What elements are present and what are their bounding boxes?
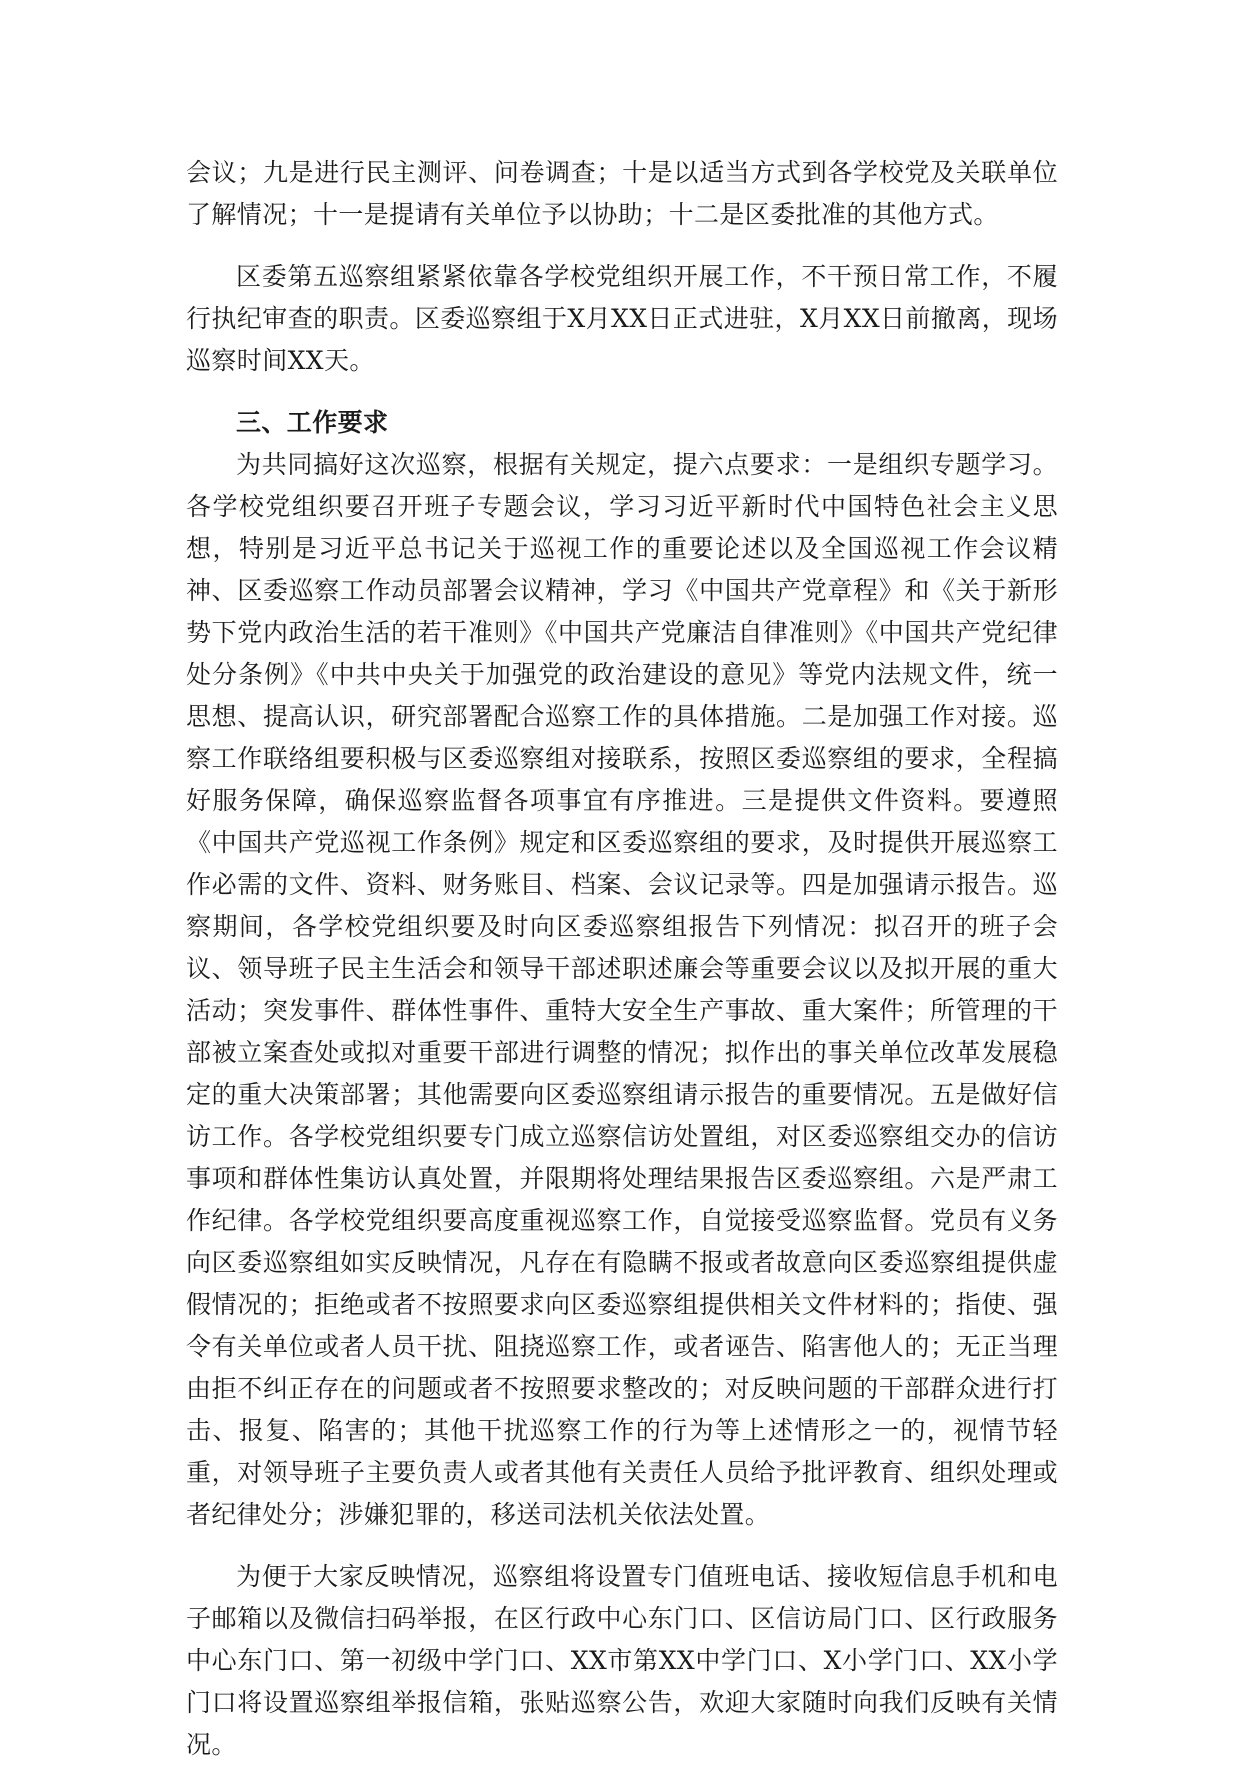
document-body: [186, 152, 1058, 1766]
paragraph-inspection-schedule: 区委第五巡察组紧紧依靠各学校党组织开展工作，不干预日常工作，不履行执纪审查的职责。区委巡察组于X月XX日正式进驻，X月XX日前撤离，现场巡察时间XX天。: [186, 262, 1058, 375]
paragraph-continuation: 会议；九是进行民主测评、问卷调查；十是以适当方式到各学校党及关联单位了解情况；十一是提请有关单位予以协助；十二是区委批准的其他方式。: [186, 158, 1058, 229]
paragraph-reporting-channels: 为便于大家反映情况，巡察组将设置专门值班电话、接收短信息手机和电子邮箱以及微信扫码举报，在区行政中心东门口、区信访局门口、区行政服务中心东门口、第一初级中学门口、XX市第XX中学门口、X小学门口、XX小学门口将设置巡察组举报信箱，张贴巡察公告，欢迎大家随时向我们反映有关情况。: [186, 1562, 1058, 1759]
section-heading-work-requirements: 三、工作要求: [236, 408, 389, 437]
paragraph-six-requirements: 为共同搞好这次巡察，根据有关规定，提六点要求：一是组织专题学习。各学校党组织要召开班子专题会议，学习习近平新时代中国特色社会主义思想，特别是习近平总书记关于巡视工作的重要论述以及全国巡视工作会议精神、区委巡察工作动员部署会议精神，学习《中国共产党章程》和《关于新形势下党内政治生活的若干准则》《中国共产党廉洁自律准则》《中国共产党纪律处分条例》《中共中央关于加强党的政治建设的意见》等党内法规文件，统一思想、提高认识，研究部署配合巡察工作的具体措施。二是加强工作对接。巡察工作联络组要积极与区委巡察组对接联系，按照区委巡察组的要求，全程搞好服务保障，确保巡察监督各项事宜有序推进。三是提供文件资料。要遵照《中国共产党巡视工作条例》规定和区委巡察组的要求，及时提供开展巡察工作必需的文件、资料、财务账目、档案、会议记录等。四是加强请示报告。巡察期间，各学校党组织要及时向区委巡察组报告下列情况：拟召开的班子会议、领导班子民主生活会和领导干部述职述廉会等重要会议以及拟开展的重大活动；突发事件、群体性事件、重特大安全生产事故、重大案件；所管理的干部被立案查处或拟对重要干部进行调整的情况；拟作出的事关单位改革发展稳定的重大决策部署；其他需要向区委巡察组请示报告的重要情况。五是做好信访工作。各学校党组织要专门成立巡察信访处置组，对区委巡察组交办的信访事项和群体性集访认真处置，并限期将处理结果报告区委巡察组。六是严肃工作纪律。各学校党组织要高度重视巡察工作，自觉接受巡察监督。党员有义务向区委巡察组如实反映情况，凡存在有隐瞒不报或者故意向区委巡察组提供虚假情况的；拒绝或者不按照要求向区委巡察组提供相关文件材料的；指使、强令有关单位或者人员干扰、阻挠巡察工作，或者诬告、陷害他人的；无正当理由拒不纠正存在的问题或者不按照要求整改的；对反映问题的干部群众进行打击、报复、陷害的；其他干扰巡察工作的行为等上述情形之一的，视情节轻重，对领导班子主要负责人或者其他有关责任人员给予批评教育、组织处理或者纪律处分；涉嫌犯罪的，移送司法机关依法处置。: [186, 450, 1058, 1529]
